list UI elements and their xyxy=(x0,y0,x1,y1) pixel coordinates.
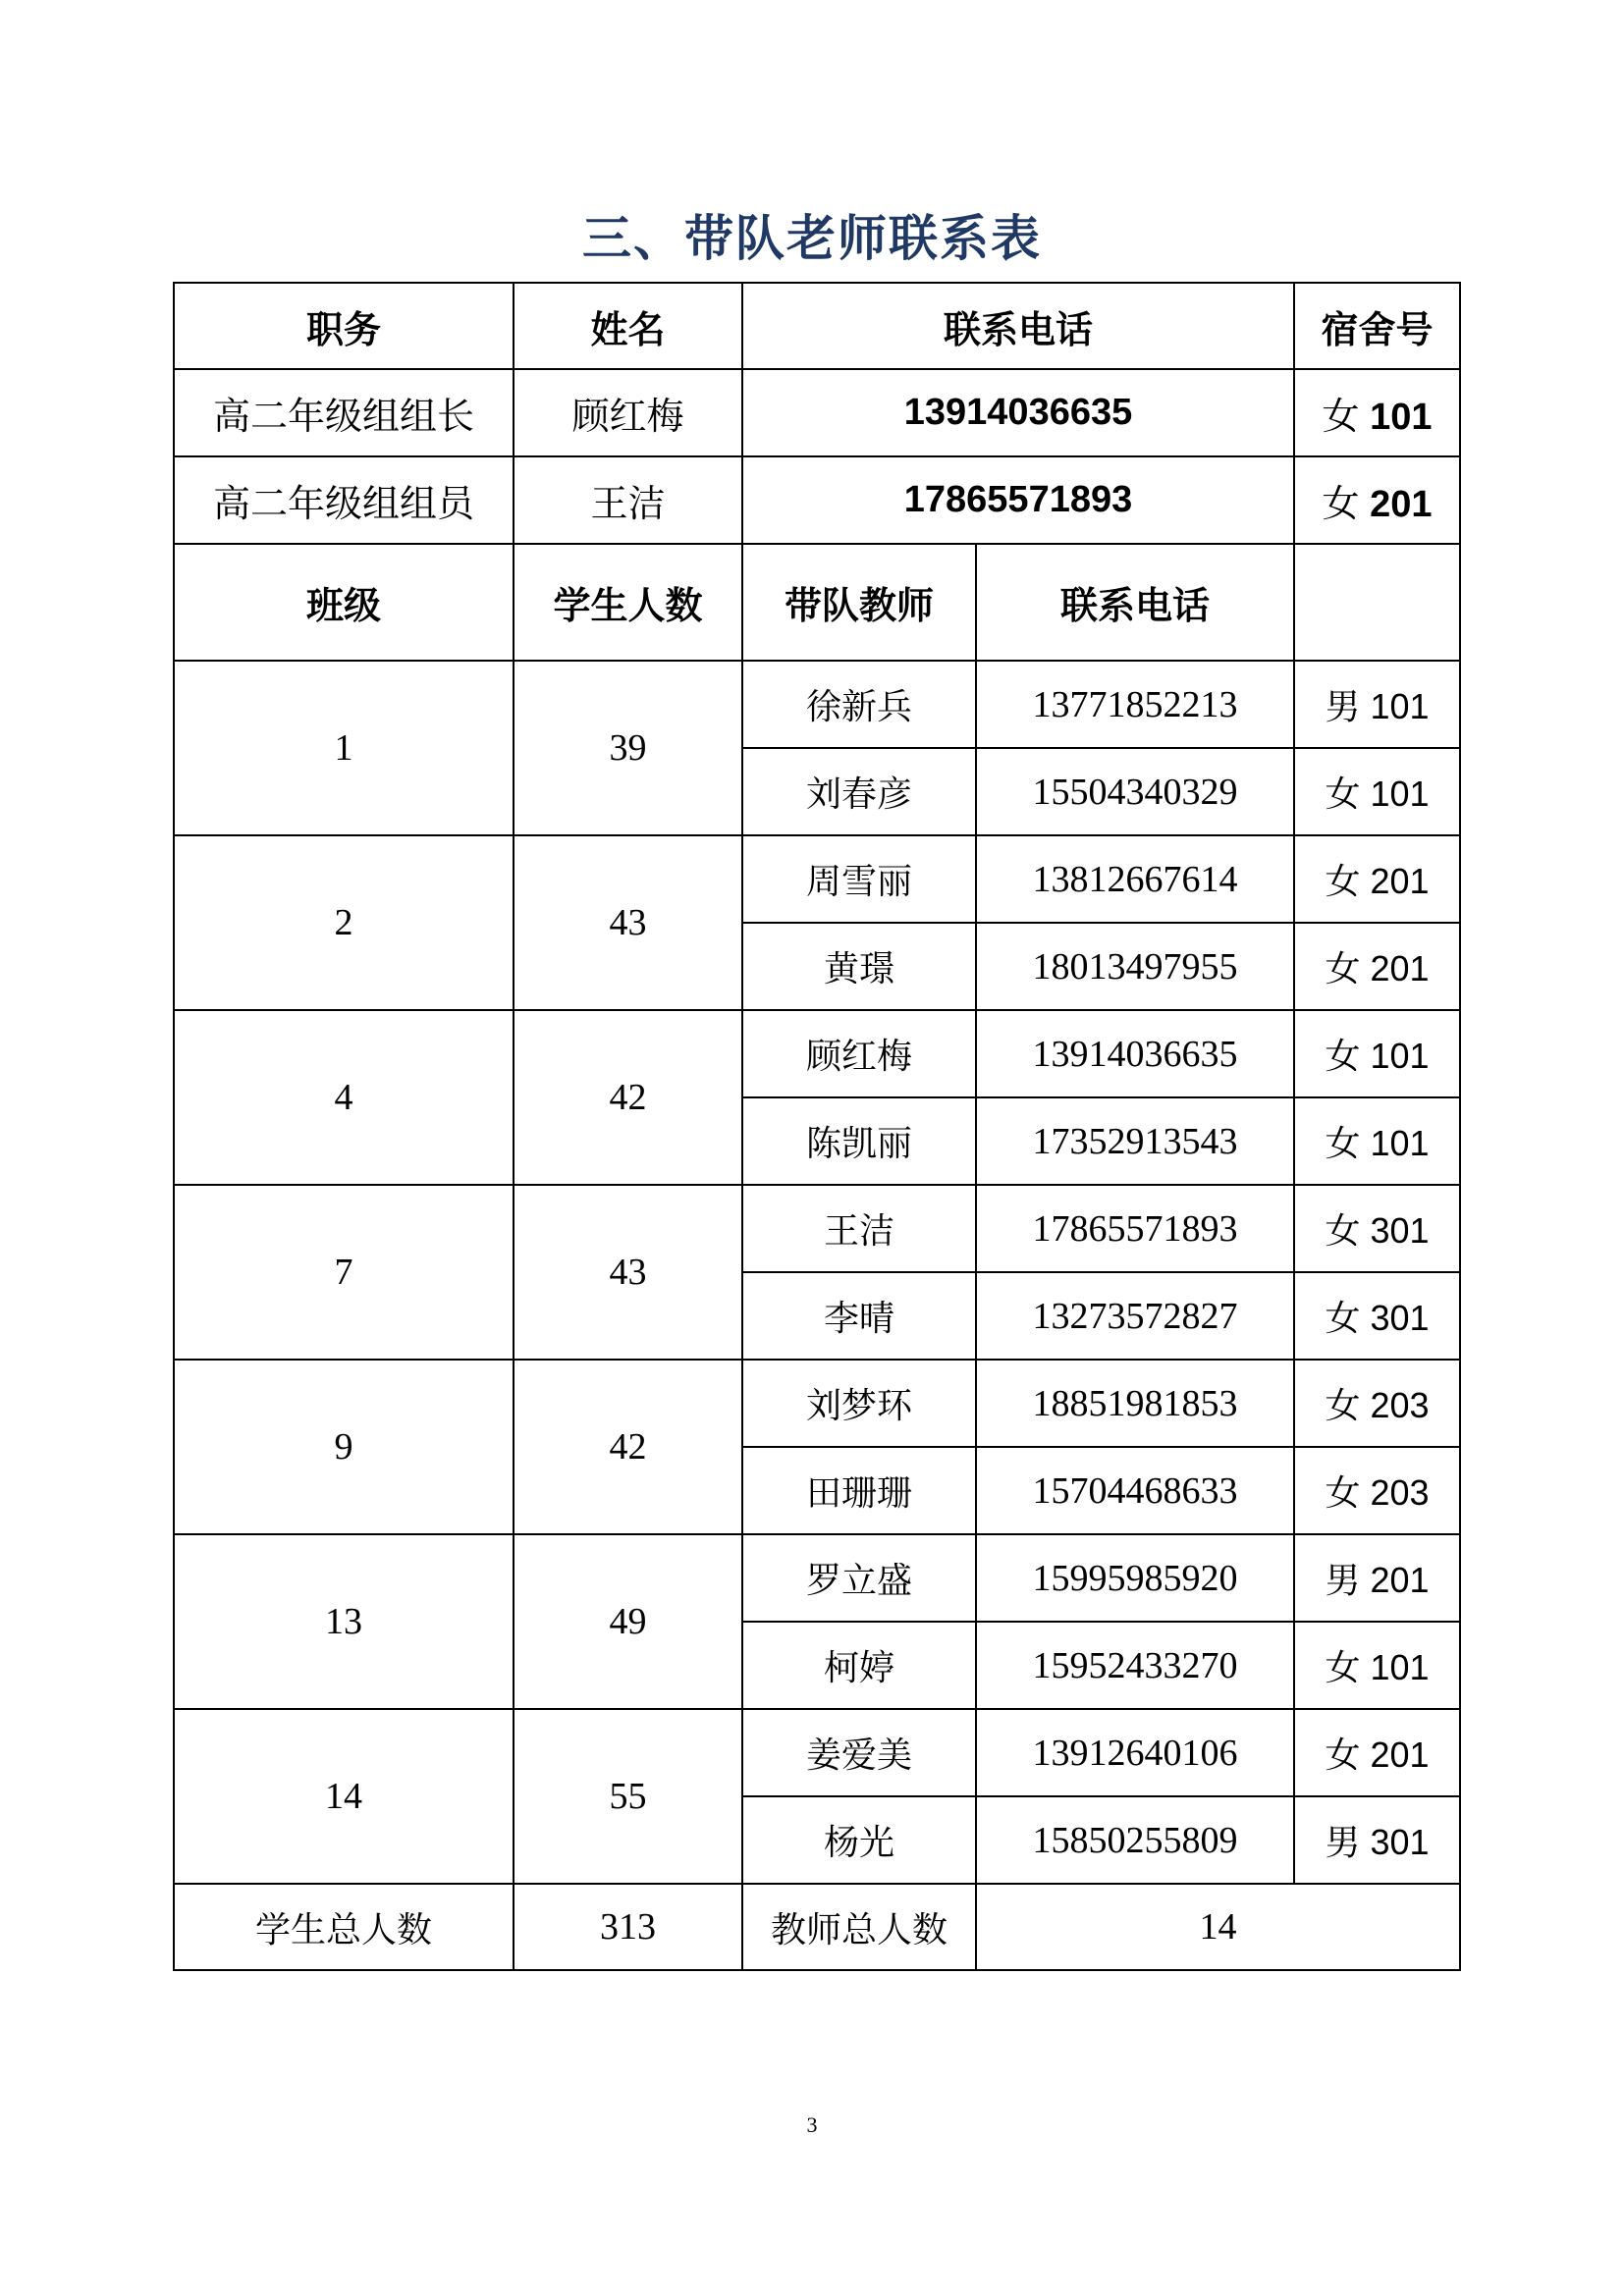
leaders-header-row xyxy=(174,283,1460,369)
class-number: 4 xyxy=(174,1010,514,1185)
teacher-name: 王洁 xyxy=(742,1185,976,1272)
room-number: 203 xyxy=(1370,1472,1430,1513)
header-empty xyxy=(1294,544,1460,661)
class-number: 1 xyxy=(174,661,514,835)
class-number: 14 xyxy=(174,1709,514,1884)
teacher-name: 徐新兵 xyxy=(742,661,976,748)
teacher-room xyxy=(1294,835,1460,923)
teacher-phone: 15850255809 xyxy=(976,1796,1294,1884)
header-room: 宿舍号 xyxy=(1294,283,1460,369)
student-count: 43 xyxy=(514,835,742,1010)
header-class: 班级 xyxy=(174,544,514,661)
room-prefix: 男 xyxy=(1325,687,1361,727)
class-number: 13 xyxy=(174,1534,514,1709)
teacher-room xyxy=(1294,1272,1460,1360)
teacher-row xyxy=(174,1360,1460,1447)
room-number: 101 xyxy=(1370,1647,1430,1687)
teacher-name: 黄璟 xyxy=(742,923,976,1010)
teacher-row xyxy=(174,1534,1460,1622)
room-number: 201 xyxy=(1370,484,1433,525)
teacher-name: 李晴 xyxy=(742,1272,976,1360)
room-number: 301 xyxy=(1370,1822,1430,1862)
room-prefix: 女 xyxy=(1325,1124,1361,1164)
page-number: 3 xyxy=(806,2112,818,2137)
teacher-room xyxy=(1294,1709,1460,1796)
page-title: 三、带队老师联系表 xyxy=(582,210,1042,267)
teacher-room xyxy=(1294,1360,1460,1447)
teacher-phone: 17865571893 xyxy=(976,1185,1294,1272)
teacher-room xyxy=(1294,1185,1460,1272)
leader-name: 王洁 xyxy=(514,456,742,544)
room-prefix: 男 xyxy=(1325,1823,1361,1863)
room-prefix: 女 xyxy=(1325,774,1361,815)
teacher-room xyxy=(1294,661,1460,748)
room-prefix: 女 xyxy=(1325,1299,1361,1339)
room-prefix: 男 xyxy=(1325,1561,1361,1601)
header-teacher: 带队教师 xyxy=(742,544,976,661)
room-prefix: 女 xyxy=(1325,1037,1361,1077)
room-number: 301 xyxy=(1370,1210,1430,1251)
student-count: 43 xyxy=(514,1185,742,1360)
class-number: 2 xyxy=(174,835,514,1010)
room-prefix: 女 xyxy=(1322,395,1360,438)
teacher-name: 周雪丽 xyxy=(742,835,976,923)
header-role: 职务 xyxy=(174,283,514,369)
student-count: 42 xyxy=(514,1010,742,1185)
room-number: 203 xyxy=(1370,1385,1430,1425)
room-prefix: 女 xyxy=(1325,1386,1361,1426)
room-number: 201 xyxy=(1370,1560,1430,1600)
teacher-phone: 13912640106 xyxy=(976,1709,1294,1796)
teacher-room xyxy=(1294,1097,1460,1185)
header-teacher-phone: 联系电话 xyxy=(976,544,1294,661)
teacher-name: 顾红梅 xyxy=(742,1010,976,1097)
header-name: 姓名 xyxy=(514,283,742,369)
room-prefix: 女 xyxy=(1325,1648,1361,1688)
room-number: 201 xyxy=(1370,948,1430,988)
leader-name: 顾红梅 xyxy=(514,369,742,456)
teacher-room xyxy=(1294,748,1460,835)
room-number: 201 xyxy=(1370,861,1430,901)
teacher-phone: 17352913543 xyxy=(976,1097,1294,1185)
teacher-room xyxy=(1294,1010,1460,1097)
teacher-phone: 15704468633 xyxy=(976,1447,1294,1534)
header-students: 学生人数 xyxy=(514,544,742,661)
teacher-name: 柯婷 xyxy=(742,1622,976,1709)
teacher-phone: 15504340329 xyxy=(976,748,1294,835)
teacher-phone: 13273572827 xyxy=(976,1272,1294,1360)
leader-role: 高二年级组组员 xyxy=(174,456,514,544)
teacher-phone: 13771852213 xyxy=(976,661,1294,748)
teacher-phone: 18851981853 xyxy=(976,1360,1294,1447)
students-total-label: 学生总人数 xyxy=(174,1884,514,1970)
student-count: 39 xyxy=(514,661,742,835)
class-rows xyxy=(174,661,1460,1884)
room-number: 101 xyxy=(1370,1036,1430,1076)
students-total-value: 313 xyxy=(514,1884,742,1970)
room-number: 101 xyxy=(1370,1123,1430,1163)
teacher-phone: 13914036635 xyxy=(976,1010,1294,1097)
room-prefix: 女 xyxy=(1325,862,1361,902)
teacher-row xyxy=(174,661,1460,748)
header-phone: 联系电话 xyxy=(742,283,1294,369)
leader-room xyxy=(1294,456,1460,544)
teacher-room xyxy=(1294,1796,1460,1884)
teacher-row xyxy=(174,835,1460,923)
teacher-name: 刘梦环 xyxy=(742,1360,976,1447)
teacher-phone: 18013497955 xyxy=(976,923,1294,1010)
room-prefix: 女 xyxy=(1325,1735,1361,1776)
teacher-name: 罗立盛 xyxy=(742,1534,976,1622)
room-number: 101 xyxy=(1370,774,1430,814)
teachers-total-label: 教师总人数 xyxy=(742,1884,976,1970)
room-prefix: 女 xyxy=(1325,1211,1361,1252)
teachers-total-value: 14 xyxy=(976,1884,1460,1970)
room-prefix: 女 xyxy=(1325,1473,1361,1514)
leader-phone: 17865571893 xyxy=(742,456,1294,544)
teacher-row xyxy=(174,1010,1460,1097)
student-count: 49 xyxy=(514,1534,742,1709)
teacher-name: 陈凯丽 xyxy=(742,1097,976,1185)
student-count: 55 xyxy=(514,1709,742,1884)
room-prefix: 女 xyxy=(1322,482,1360,525)
teacher-room xyxy=(1294,1447,1460,1534)
leader-row xyxy=(174,369,1460,456)
room-number: 201 xyxy=(1370,1735,1430,1775)
teacher-row xyxy=(174,1185,1460,1272)
teacher-name: 田珊珊 xyxy=(742,1447,976,1534)
room-number: 101 xyxy=(1370,397,1433,438)
student-count: 42 xyxy=(514,1360,742,1534)
teacher-room xyxy=(1294,1534,1460,1622)
teacher-phone: 15952433270 xyxy=(976,1622,1294,1709)
teacher-phone: 13812667614 xyxy=(976,835,1294,923)
teacher-name: 杨光 xyxy=(742,1796,976,1884)
teacher-name: 姜爱美 xyxy=(742,1709,976,1796)
leader-room xyxy=(1294,369,1460,456)
teacher-phone: 15995985920 xyxy=(976,1534,1294,1622)
class-number: 9 xyxy=(174,1360,514,1534)
room-number: 301 xyxy=(1370,1298,1430,1338)
room-number: 101 xyxy=(1370,686,1430,726)
class-header-row xyxy=(174,544,1460,661)
leader-role: 高二年级组组长 xyxy=(174,369,514,456)
teacher-contact-table xyxy=(173,282,1461,1971)
teacher-name: 刘春彦 xyxy=(742,748,976,835)
teacher-room xyxy=(1294,1622,1460,1709)
leader-row xyxy=(174,456,1460,544)
leader-phone: 13914036635 xyxy=(742,369,1294,456)
teacher-room xyxy=(1294,923,1460,1010)
class-number: 7 xyxy=(174,1185,514,1360)
room-prefix: 女 xyxy=(1325,949,1361,989)
teacher-row xyxy=(174,1709,1460,1796)
totals-row xyxy=(174,1884,1460,1970)
